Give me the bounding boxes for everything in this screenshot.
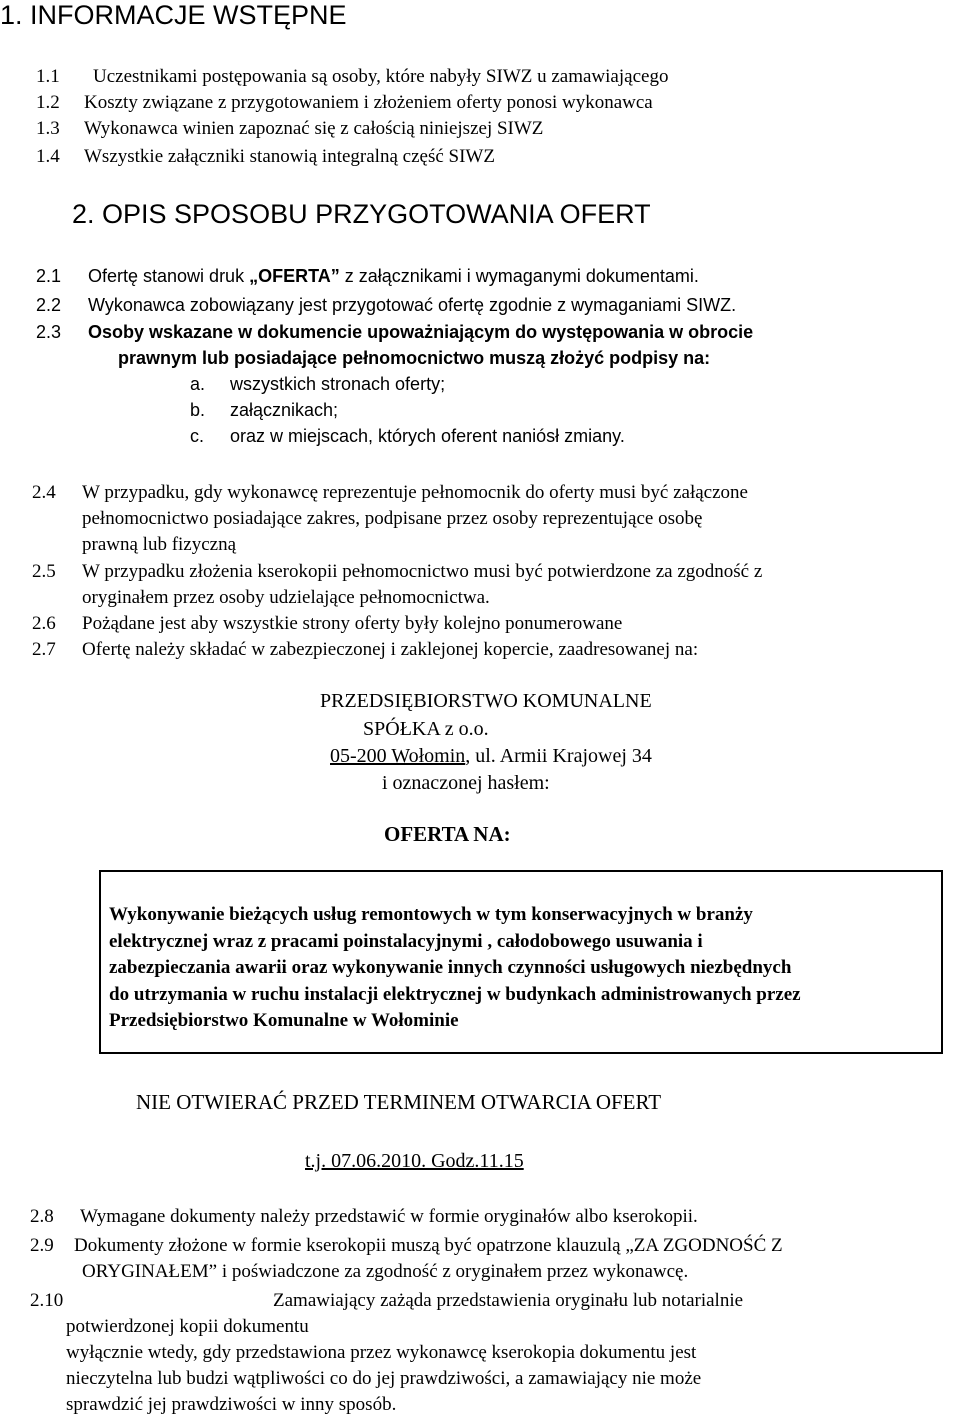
offer-description-box xyxy=(99,870,943,1054)
item-2-3-line-1: Osoby wskazane w dokumencie upoważniającym do występowania w obrocie xyxy=(88,322,754,342)
item-2-4-line-2: pełnomocnictwo posiadające zakres, podpisane przez osoby reprezentujące osobę xyxy=(82,508,703,529)
address-line-2: SPÓŁKA z o.o. xyxy=(363,718,489,740)
item-2-9-line-2: ORYGINAŁEM” i poświadczone za zgodność z oryginałem przez wykonawcę. xyxy=(82,1261,689,1282)
item-1-3-text: Wykonawca winien zapoznać się z całością niniejszej SIWZ xyxy=(84,118,544,139)
offer-description xyxy=(109,902,939,1035)
item-2-10-line-2: potwierdzonej kopii dokumentu xyxy=(66,1316,309,1337)
offer-description-line: zabezpieczania awarii oraz wykonywanie innych czynności usługowych niezbędnych xyxy=(109,957,792,978)
item-2-2-number: 2.2 xyxy=(36,295,62,315)
item-2-3-b-letter: b. xyxy=(190,400,206,420)
item-2-8-text: Wymagane dokumenty należy przedstawić w formie oryginałów albo kserokopii. xyxy=(80,1206,698,1227)
item-2-3-c-letter: c. xyxy=(190,426,205,446)
do-not-open-warning: NIE OTWIERAĆ PRZED TERMINEM OTWARCIA OFERT xyxy=(136,1090,662,1114)
address-postal-code: 05-200 Wołomin xyxy=(330,745,466,767)
item-2-8-number: 2.8 xyxy=(30,1206,54,1227)
item-2-7-number: 2.7 xyxy=(32,639,56,660)
offer-description-line: do utrzymania w ruchu instalacji elektrycznej w budynkach administrowanych przez xyxy=(109,983,801,1005)
item-2-4-line-1: W przypadku, gdy wykonawcę reprezentuje pełnomocnik do oferty musi być załączone xyxy=(82,482,748,503)
item-2-1-post: z załącznikami i wymaganymi dokumentami. xyxy=(339,266,699,286)
item-1-4-text: Wszystkie załączniki stanowią integralną część SIWZ xyxy=(84,146,495,167)
item-1-4-number: 1.4 xyxy=(36,146,60,167)
section-1-heading: 1. INFORMACJE WSTĘPNE xyxy=(0,0,347,30)
item-1-1-text: Uczestnikami postępowania są osoby, które nabyły SIWZ u zamawiającego xyxy=(93,66,669,87)
item-2-10-number: 2.10 xyxy=(30,1290,64,1311)
item-2-1-number: 2.1 xyxy=(36,266,62,286)
item-2-3-a-text: wszystkich stronach oferty; xyxy=(230,374,446,394)
item-2-3-line-2: prawnym lub posiadające pełnomocnictwo muszą złożyć podpisy na: xyxy=(118,348,711,368)
item-2-5-number: 2.5 xyxy=(32,561,56,582)
item-1-2-number: 1.2 xyxy=(36,92,60,113)
item-1-1-number: 1.1 xyxy=(36,66,60,87)
opening-date: t.j. 07.06.2010. Godz.11.15 xyxy=(305,1150,524,1172)
item-2-4-number: 2.4 xyxy=(32,482,56,503)
item-2-3-b-text: załącznikach; xyxy=(230,400,339,420)
item-2-10-line-5: sprawdzić jej prawdziwości w inny sposób. xyxy=(66,1394,397,1415)
item-2-10-line-3: wyłącznie wtedy, gdy przedstawiona przez wykonawcę kserokopia dokumentu jest xyxy=(66,1342,697,1363)
offer-description-line: Wykonywanie bieżących usług remontowych w tym konserwacyjnych w branży xyxy=(109,904,753,925)
offer-heading: OFERTA NA: xyxy=(384,822,511,846)
item-1-2-text: Koszty związane z przygotowaniem i złożeniem oferty ponosi wykonawca xyxy=(84,92,653,113)
item-2-5-line-2: oryginałem przez osoby udzielające pełnomocnictwa. xyxy=(82,587,490,608)
item-2-9-line-1: Dokumenty złożone w formie kserokopii muszą być opatrzone klauzulą „ZA ZGODNOŚĆ Z xyxy=(74,1235,783,1256)
address-street: , ul. Armii Krajowej 34 xyxy=(465,745,652,767)
item-2-10-line-4: nieczytelna lub budzi wątpliwości co do jej prawdziwości, a zamawiający nie może xyxy=(66,1368,702,1389)
item-2-3-c-text: oraz w miejscach, których oferent naniósł zmiany. xyxy=(230,426,625,446)
item-2-1-text xyxy=(88,266,699,287)
section-2-heading: 2. OPIS SPOSOBU PRZYGOTOWANIA OFERT xyxy=(72,199,651,229)
item-1-3-number: 1.3 xyxy=(36,118,60,139)
item-2-3-number: 2.3 xyxy=(36,322,62,342)
offer-description-line: Przedsiębiorstwo Komunalne w Wołominie xyxy=(109,1010,459,1031)
item-2-6-text: Pożądane jest aby wszystkie strony oferty były kolejno ponumerowane xyxy=(82,613,623,634)
item-2-10-line-1: Zamawiający zażąda przedstawienia oryginału lub notarialnie xyxy=(273,1290,744,1311)
offer-description-line: elektrycznej wraz z pracami poinstalacyjnymi , całodobowego usuwania i xyxy=(109,930,703,952)
address-line-1: PRZEDSIĘBIORSTWO KOMUNALNE xyxy=(320,690,652,712)
item-2-5-line-1: W przypadku złożenia kserokopii pełnomocnictwo musi być potwierdzone za zgodność z xyxy=(82,561,763,582)
item-2-4-line-3: prawną lub fizyczną xyxy=(82,534,237,555)
item-2-1-pre: Ofertę stanowi druk xyxy=(88,266,250,286)
item-2-6-number: 2.6 xyxy=(32,613,56,634)
item-2-7-text: Ofertę należy składać w zabezpieczonej i zaklejonej kopercie, zaadresowanej na: xyxy=(82,639,699,660)
address-line-3 xyxy=(330,745,652,768)
item-2-2-text: Wykonawca zobowiązany jest przygotować ofertę zgodnie z wymaganiami SIWZ. xyxy=(88,295,737,315)
item-2-9-number: 2.9 xyxy=(30,1235,54,1256)
item-2-1-bold: „OFERTA” xyxy=(249,266,340,286)
address-label: i oznaczonej hasłem: xyxy=(382,772,550,794)
item-2-3-a-letter: a. xyxy=(190,374,206,394)
